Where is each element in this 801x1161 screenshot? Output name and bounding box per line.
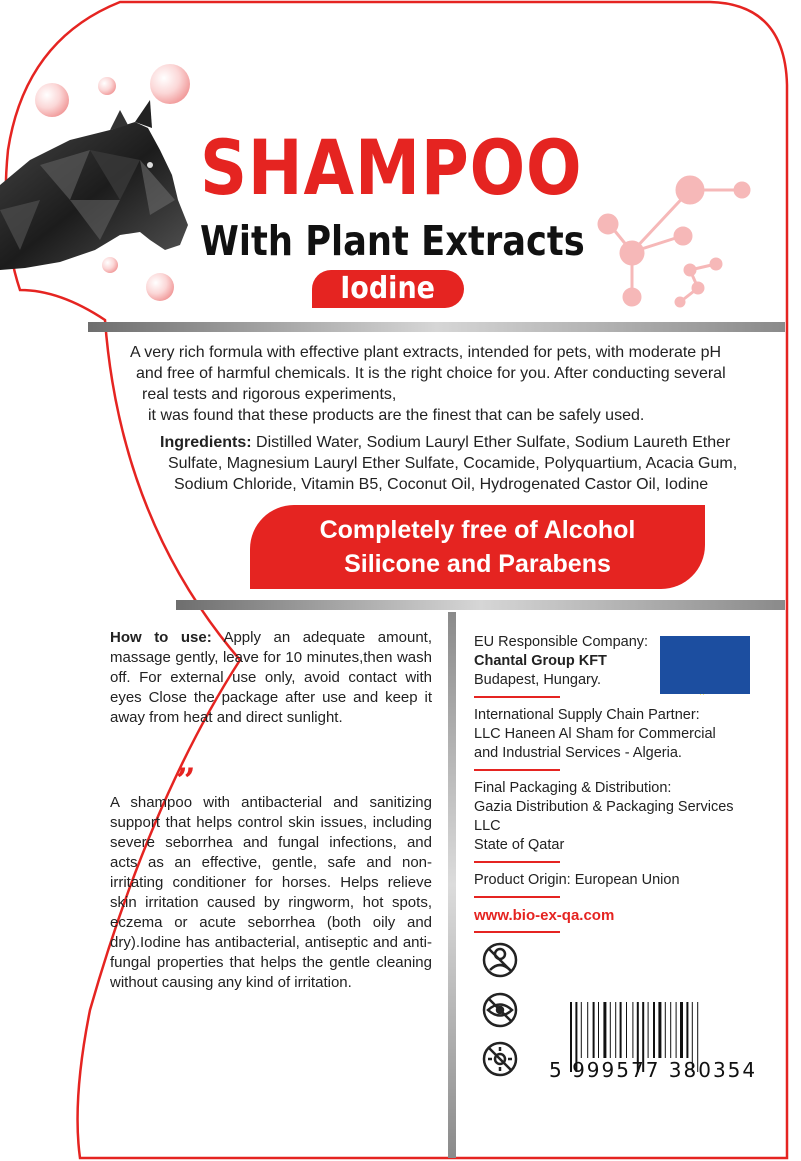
barcode-bar [603,1002,606,1058]
ingredients-line-3: Sodium Chloride, Vitamin B5, Coconut Oil, Hydrogenated Castor Oil, Iodine [174,476,709,493]
barcode-bar [632,1002,633,1058]
bubble [98,77,116,95]
how-to-use-paragraph [110,628,432,728]
variant-label: Iodine [340,271,436,306]
red-separator [474,861,560,863]
molecule-decoration [599,177,749,306]
red-separator [474,769,560,771]
avoid-sunlight-icon [484,1043,516,1075]
divider-vertical [448,612,456,1158]
quote-mark: ” [176,761,196,801]
intro-line: real tests and rigorous experiments, [142,386,397,403]
bubble [102,257,118,273]
website-link[interactable]: www.bio-ex-qa.com [474,907,615,924]
bubble [150,64,190,104]
barcode-bar [581,1002,582,1058]
barcode-bar [620,1002,622,1058]
divider-bar-middle [176,600,785,610]
intro-line: A very rich formula with effective plant extracts, intended for pets, with moderate pH [130,344,722,361]
keep-away-from-children-icon [484,944,516,976]
barcode-bar [680,1002,683,1058]
product-description: A shampoo with antibacterial and sanitizing support that helps control skin issues, including severe seborrhea and fungal infections, and acts as an effective, gentle, safe and non-irritating conditioner for horses. Helps relieve skin irritation caused by ringworm, hot spots, eczema or acute seborrhea (both oily and dry).Iodine has antibacterial, antiseptic and anti-fungal properties that helps the gentle cleaning without causing any kind of irritation. [110,794,432,991]
partner-block [474,706,764,763]
origin-text: Product Origin: European Union [474,872,680,888]
barcode-bar [648,1002,649,1058]
barcode-bar [658,1002,661,1058]
barcode-bar [665,1002,666,1058]
divider-bar-top [88,322,785,332]
barcode-bar [670,1002,671,1058]
how-to-use-label: How to use: [110,629,212,646]
ingredients-line [160,432,760,453]
intro-text [120,342,770,426]
packaging-line-1: Gazia Distribution & Packaging Services LLC [474,799,734,834]
eu-company-label: EU Responsible Company: [474,634,649,650]
partner-label: International Supply Chain Partner: [474,707,700,723]
packaging-block [474,779,764,855]
banner-line-1: Completely free of Alcohol [319,516,636,544]
red-separator [474,696,560,698]
red-separator [474,931,560,933]
packaging-line-2: State of Qatar [474,837,565,853]
eu-company-name: Chantal Group KFT [474,653,607,669]
company-info [474,633,764,941]
product-title: SHAMPOO [200,123,583,212]
banner-line-2: Silicone and Parabens [344,550,611,578]
how-to-use-section [110,628,432,728]
barcode-bar [593,1002,595,1058]
bubble [35,83,69,117]
barcode-bar [615,1002,616,1058]
barcode-bar [653,1002,655,1058]
product-subtitle: With Plant Extracts [200,217,585,265]
ingredients-text [160,432,760,495]
intro-line: it was found that these products are the finest that can be safely used. [148,407,645,424]
barcode-bar [598,1002,599,1058]
avoid-eye-contact-icon [484,994,516,1026]
packaging-label: Final Packaging & Distribution: [474,780,672,796]
ingredients-label: Ingredients: [160,434,252,451]
barcode-bar [686,1002,688,1058]
ingredients-line-1: Distilled Water, Sodium Lauryl Ether Sulfate, Sodium Laureth Ether [256,434,731,451]
variant-badge [312,270,464,308]
horse-head-illustration [0,100,188,270]
how-to-use-text: Apply an adequate amount, massage gently, leave for 10 minutes,then wash off. For external use only, avoid contact with eyes Close the package after use and keep it away from heat and direct sunlight. [110,629,432,726]
barcode-number: 5 999577 380354 [549,1058,758,1082]
bubble [146,273,174,301]
barcode-bar [587,1002,588,1058]
eu-company-city: Budapest, Hungary. [474,672,602,688]
red-separator [474,896,560,898]
free-of-banner [250,505,705,589]
partner-line-1: LLC Haneen Al Sham for Commercial [474,726,716,742]
partner-line-2: and Industrial Services - Algeria. [474,745,682,761]
ingredients-line-2: Sulfate, Magnesium Lauryl Ether Sulfate, Cocamide, Polyquartium, Acacia Gum, [168,455,738,472]
eu-company-block [474,633,654,690]
barcode-bar [626,1002,627,1058]
barcode-bar [676,1002,677,1058]
intro-line: and free of harmful chemicals. It is the right choice for you. After conducting several [136,365,726,382]
barcode-bar [610,1002,611,1058]
